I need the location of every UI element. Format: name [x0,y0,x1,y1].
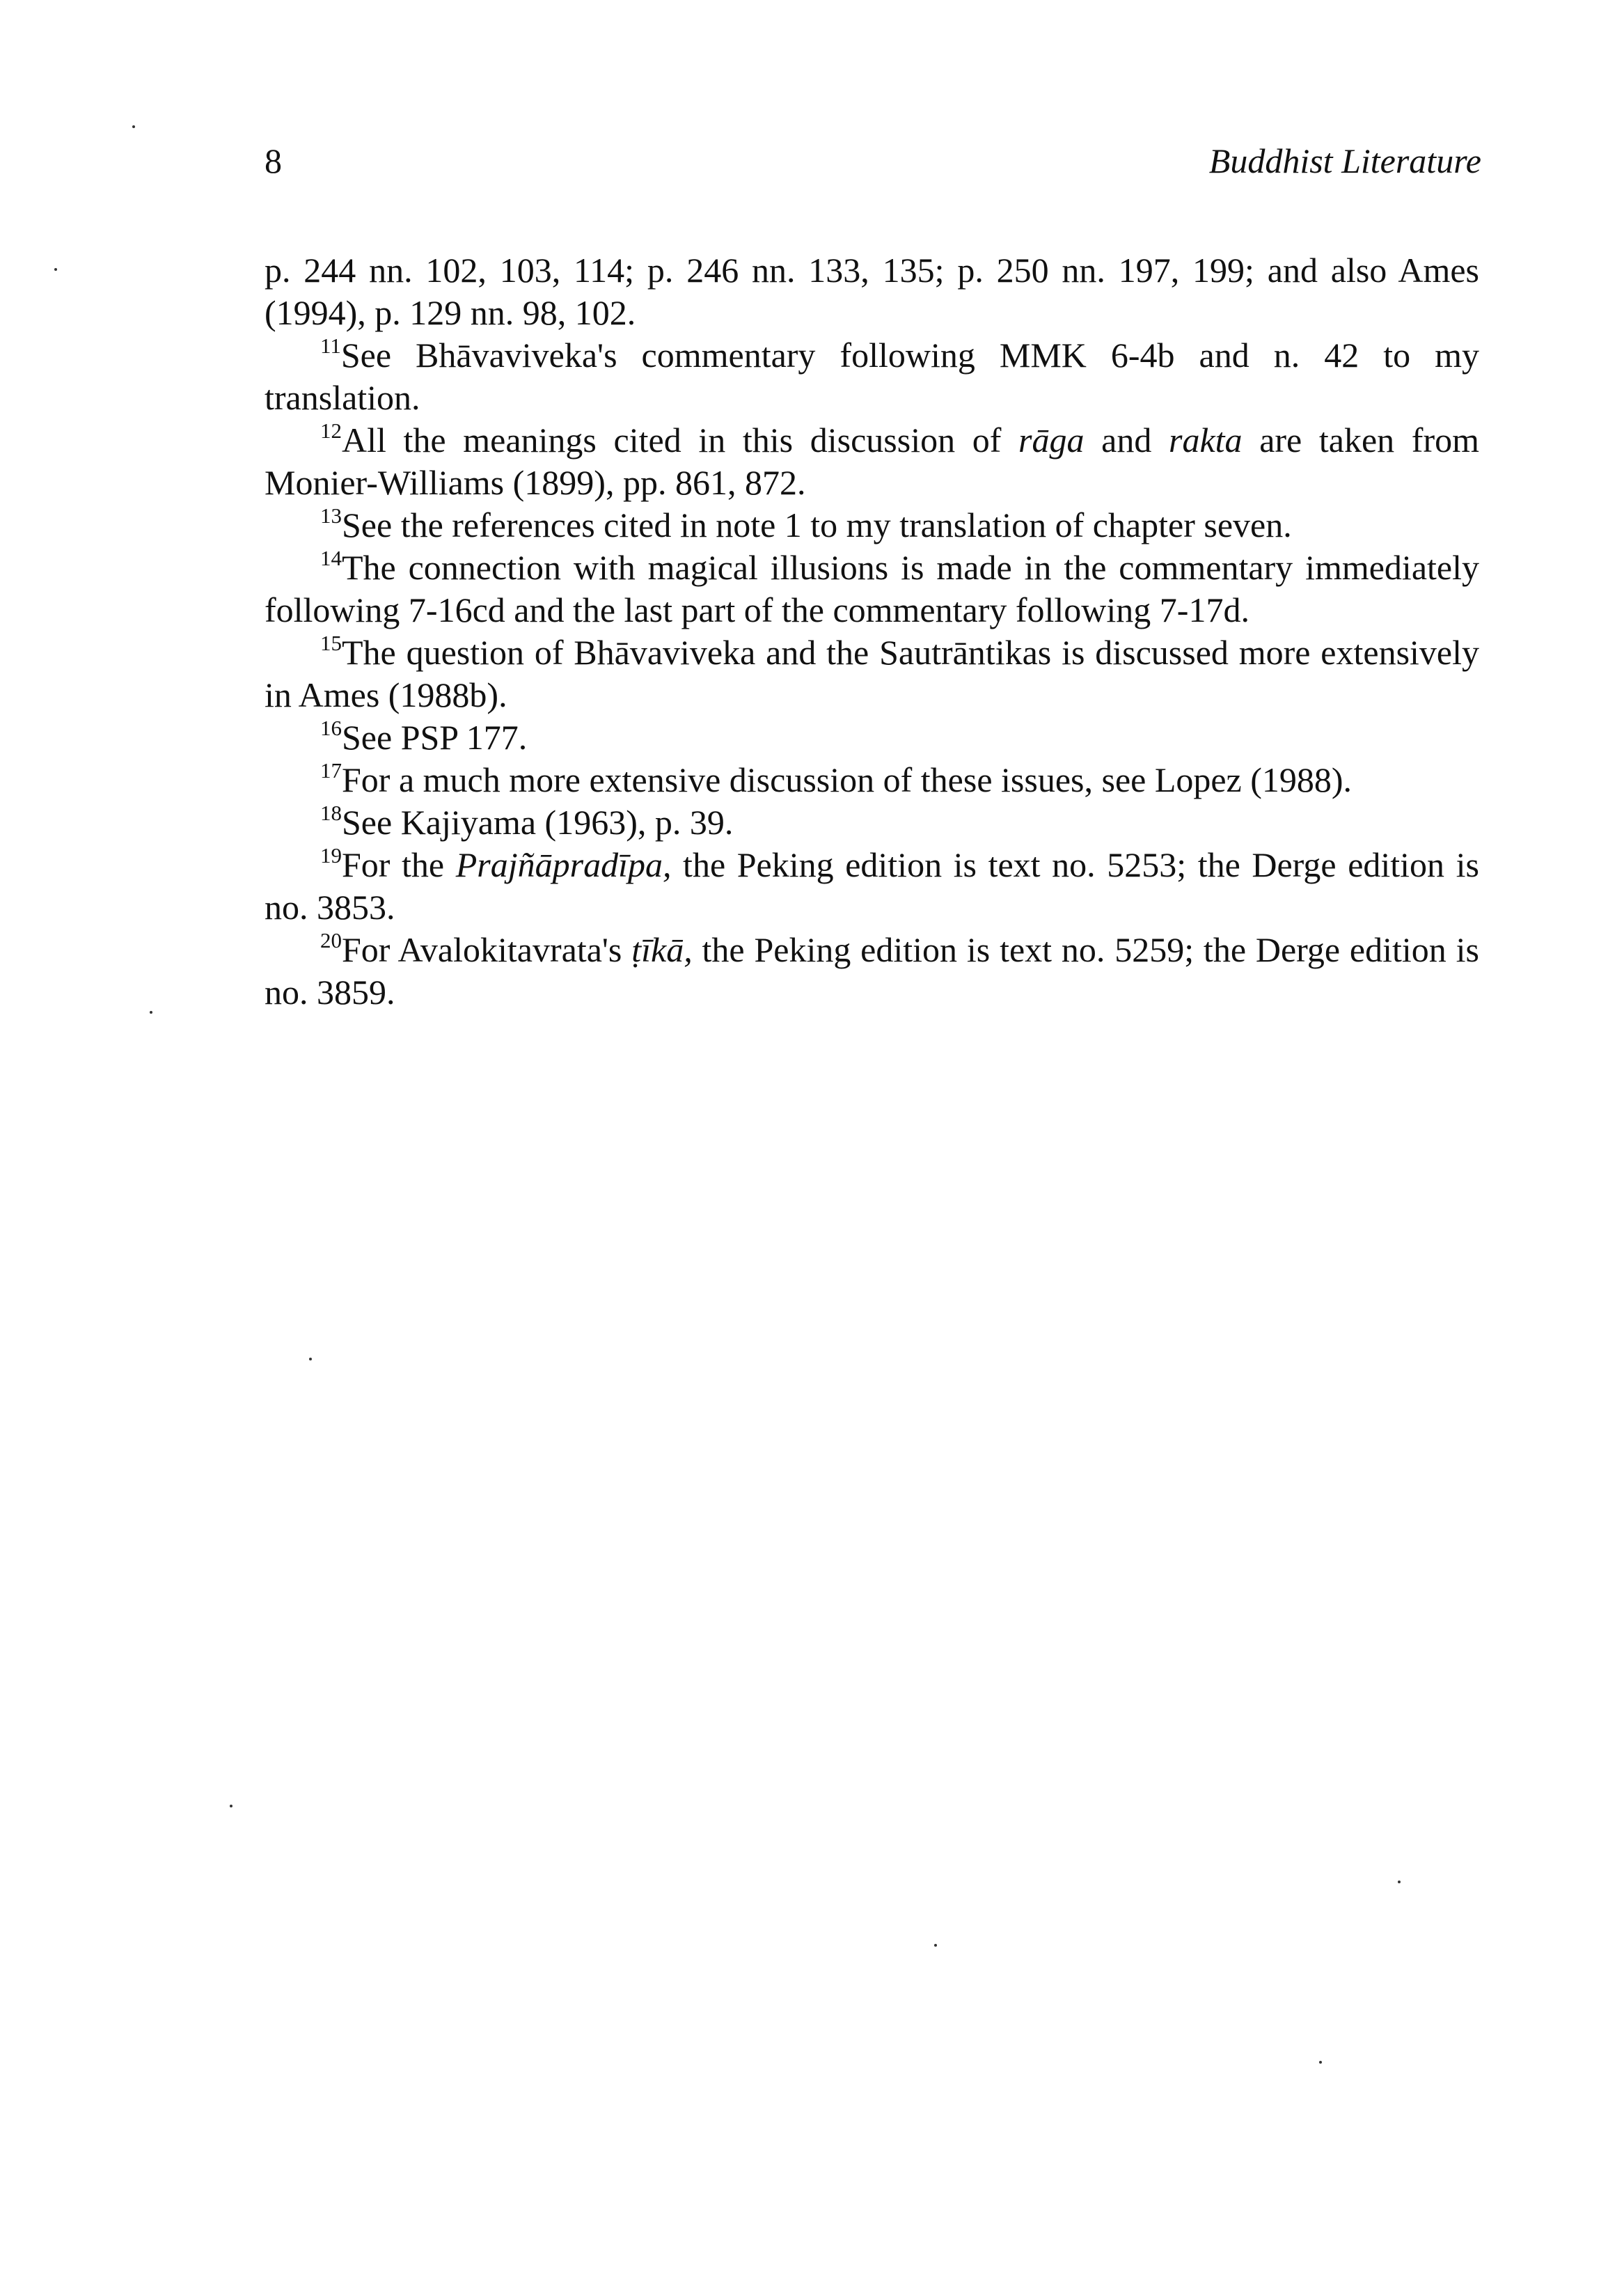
note-text: The connection with magical illusions is made in the commentary immediately following 7-16cd and the last part of the commentary following 7-17d. [265,548,1479,629]
note-number: 12 [320,418,342,443]
scan-speck [54,268,57,271]
scan-speck [1319,2061,1322,2064]
work-title: ṭīkā, [631,930,693,969]
scan-speck [309,1358,312,1360]
note-number: 11 [320,333,341,358]
note-text: See Bhāvaviveka's commentary following MMK 6-4b and n. 42 to my translation. [265,336,1479,417]
note-text: For a much more extensive discussion of these issues, see Lopez (1988). [342,760,1353,799]
note-17 [265,759,1479,801]
scan-speck [150,1011,152,1014]
note-text: The question of Bhāvaviveka and the Sautrāntikas is discussed more extensively in Ames (1988b). [265,633,1479,714]
scan-speck [132,125,135,128]
note-text: the Peking edition is text no. 5259; the Derge edition is no. 3859. [265,930,1479,1012]
note-number: 17 [320,758,342,783]
note-number: 13 [320,503,342,528]
scan-speck [934,1944,937,1947]
note-text: and [1084,421,1169,460]
note-text: All the meanings cited in this discussion of [342,421,1019,460]
note-15 [265,631,1479,716]
running-title: Buddhist Literature [1208,141,1481,180]
note-text: the Peking edition is text no. 5253; the Derge edition is no. 3853. [265,845,1479,927]
note-number: 20 [320,928,342,952]
page-number: 8 [265,141,282,180]
note-number: 15 [320,631,342,655]
note-10-continuation: p. 244 nn. 102, 103, 114; p. 246 nn. 133, 135; p. 250 nn. 197, 199; and also Ames (1994), p. 129 nn. 98, 102. [265,251,1479,332]
note-12 [265,419,1479,504]
scan-speck [1398,1881,1401,1883]
note-text: For the [342,845,456,884]
note-19 [265,844,1479,929]
term-rakta: rakta [1169,421,1243,460]
note-14 [265,547,1479,631]
note-18 [265,801,1479,844]
note-number: 18 [320,801,342,825]
note-11 [265,334,1479,419]
note-text: are taken from Monier-Williams (1899), pp. 861, 872. [265,421,1479,502]
note-text: For Avalokitavrata's [342,930,632,969]
term-raga: rāga [1018,421,1085,460]
note-text: See Kajiyama (1963), p. 39. [342,803,734,842]
note-number: 16 [320,716,342,740]
note-number: 14 [320,546,342,570]
scan-speck [230,1805,232,1807]
note-text: See PSP 177. [342,718,528,757]
endnotes [265,249,1479,1014]
note-20 [265,929,1479,1014]
note-number: 19 [320,843,342,868]
note-13 [265,504,1479,547]
note-16 [265,716,1479,759]
note-text: See the references cited in note 1 to my translation of chapter seven. [342,505,1292,544]
work-title: Prajñāpradīpa, [455,845,672,884]
